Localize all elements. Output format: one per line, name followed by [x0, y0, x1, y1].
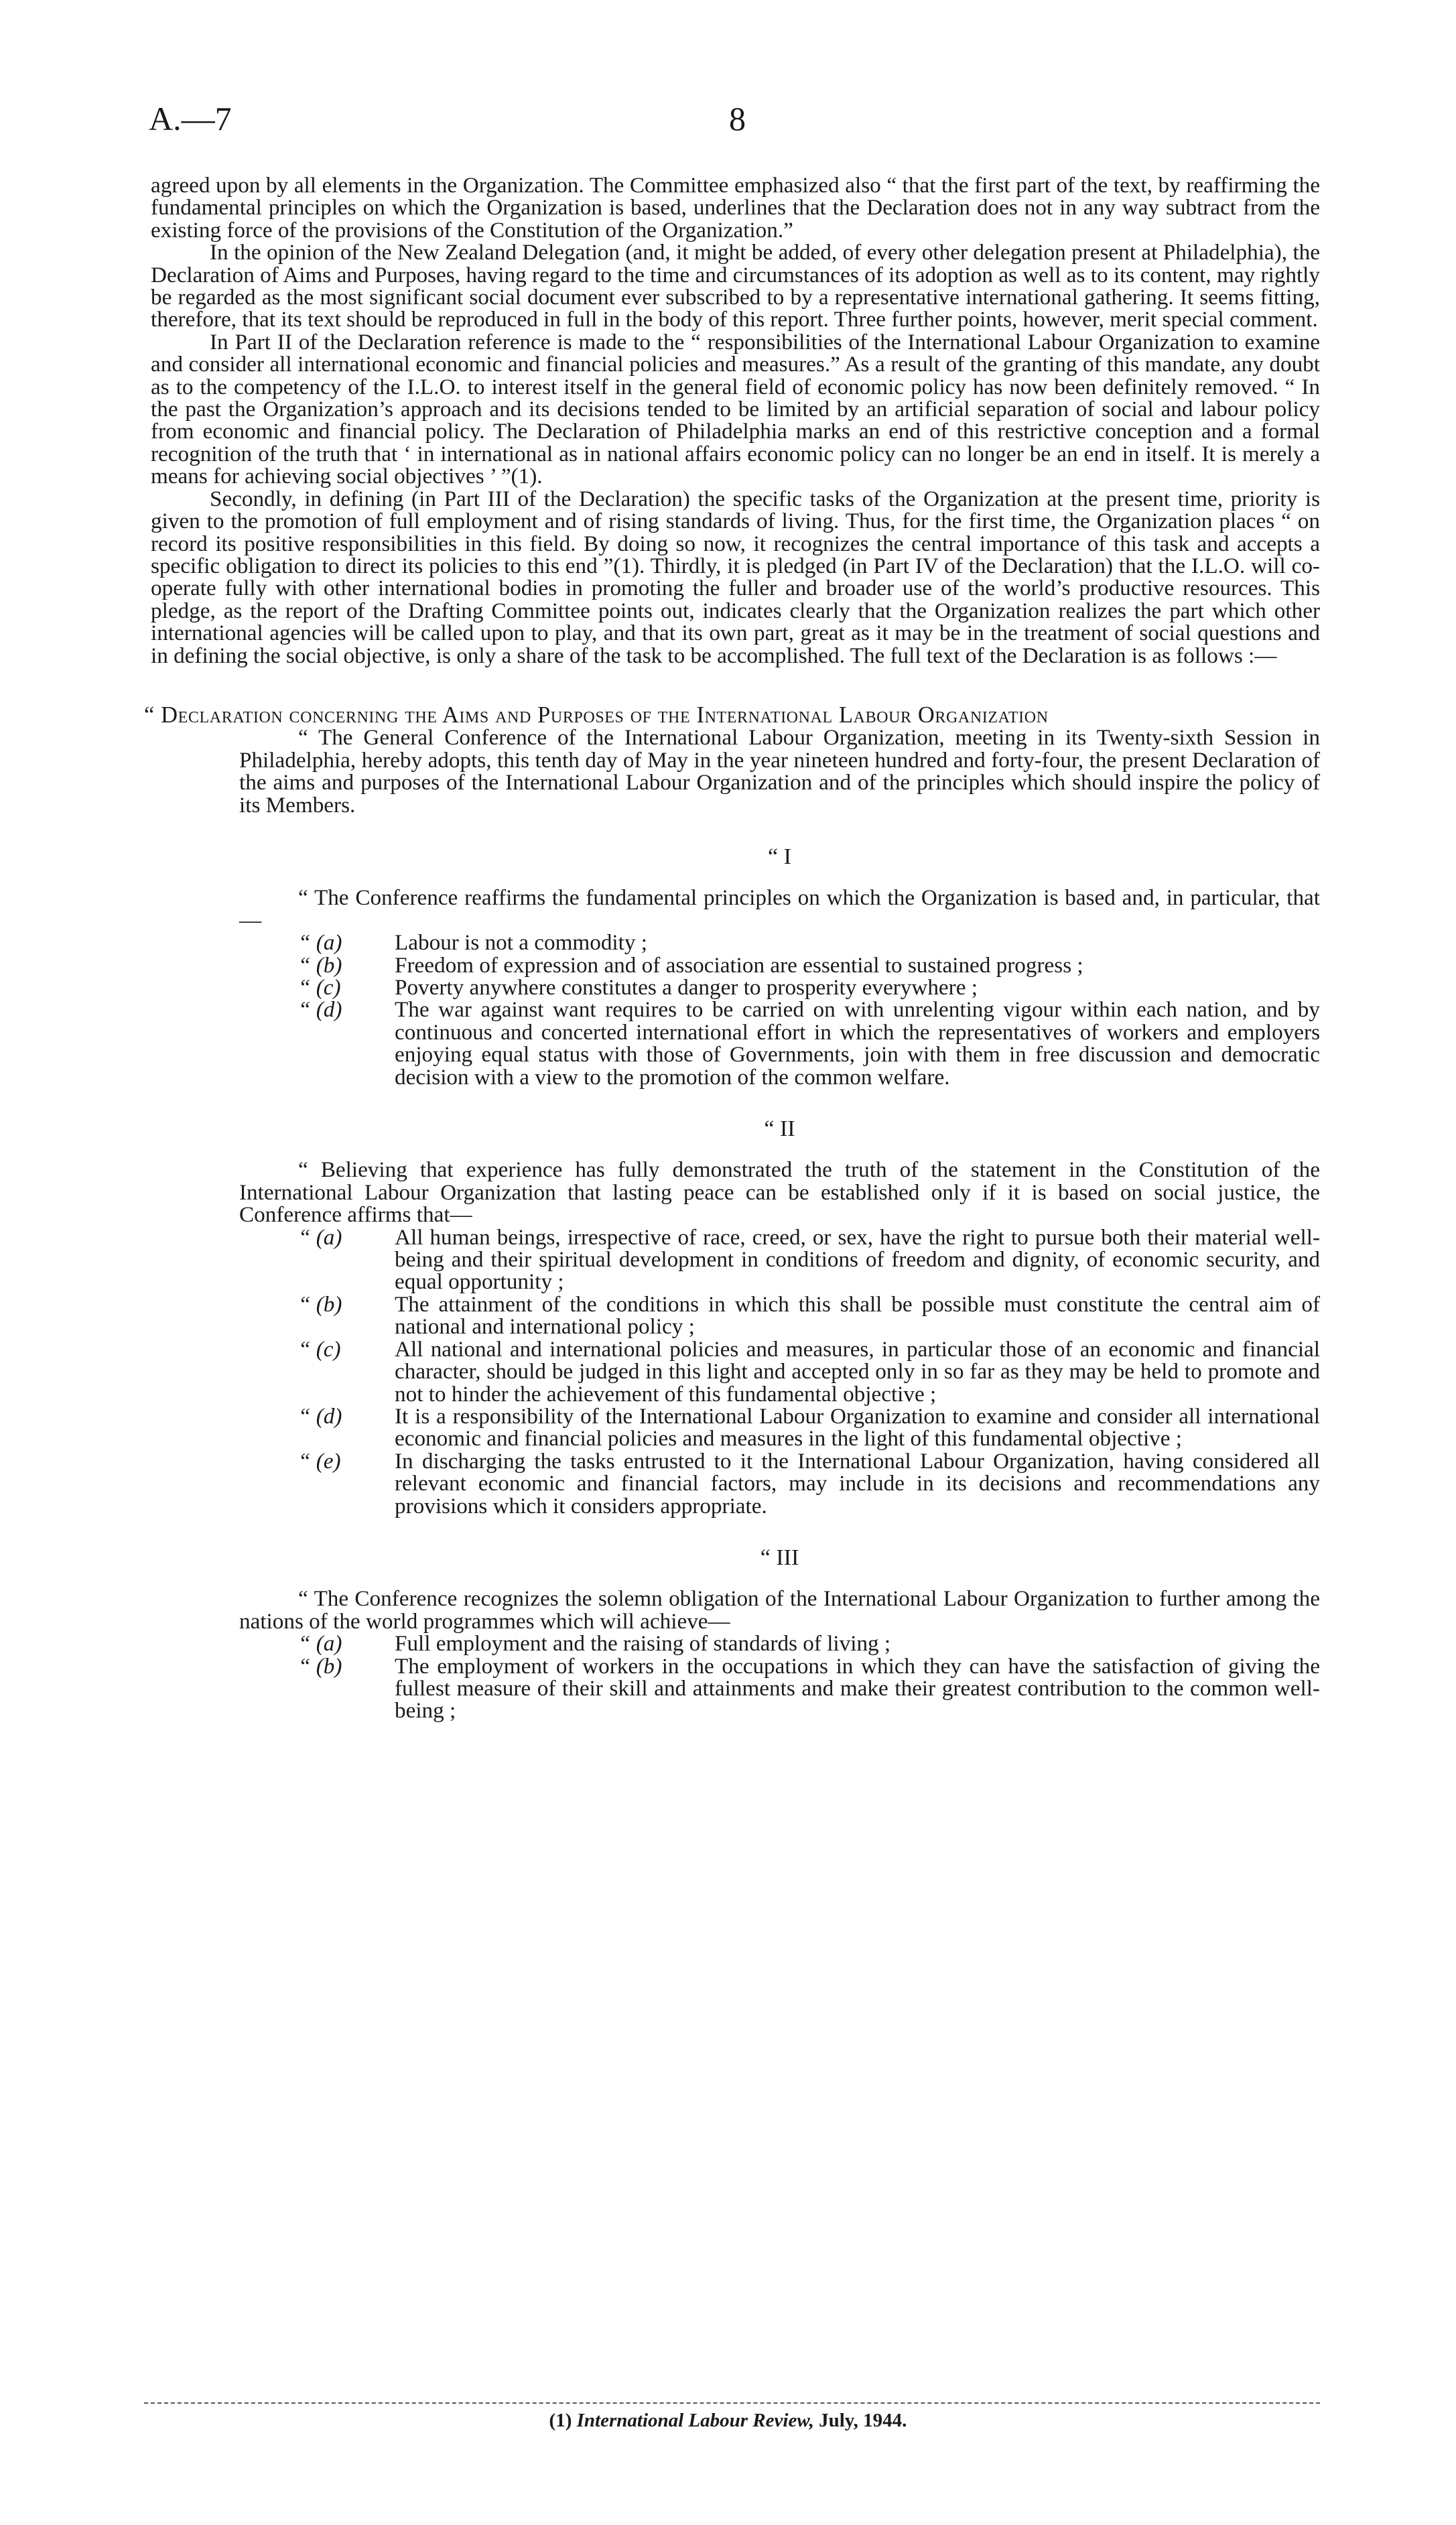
footnote-date: July, 1944. [819, 2410, 907, 2431]
footnote-divider [144, 2402, 1320, 2404]
report-body [144, 173, 1320, 1724]
item-text: Labour is not a commodity ; [395, 930, 647, 956]
page-number: 8 [729, 100, 746, 137]
part-heading: “ II [764, 1116, 795, 1142]
item-label: “ (b) [298, 952, 342, 978]
document-reference: A.—7 [149, 100, 232, 137]
paragraph: In Part II of the Declaration reference is made to the “ responsibilities of the International Labour Organization to examine and consider all international economic and financial policies and measures.” As a result of the granting of this mandate, any doubt as to the competency of the I.L.O. to interest itself in the general field of economic policy has now been definitely removed. “ In the past the Organization’s approach and its decisions tended to be limited by an artificial separation of social and labour policy from economic and financial policy. The Declaration of Philadelphia marks an end of this restrictive conception and a formal recognition of the truth that ‘ in international as in national affairs economic policy can no longer be an end in itself. It is merely a means for achieving social objectives ’ ”(1). [151, 329, 1320, 489]
item-text: All national and international policies and measures, in particular those of an economic and financial character, should be judged in this light and accepted only in so far as they may be held to promote and not to hinder the achievement of this fundamental objective ; [395, 1336, 1320, 1407]
item-label: “ (c) [298, 975, 341, 1000]
declaration-intro: “ The General Conference of the International Labour Organization, meeting in its Twenty-sixth Session in Philadelphia, hereby adopts, this tenth day of May in the year nineteen hundred and forty-four, the present Declaration of the aims and purposes of the International Labour Organization and of the principles which should inspire the policy of its Members. [239, 725, 1320, 818]
item-text: It is a responsibility of the International Labour Organization to examine and consider all international economic and financial policies and measures in the light of this fundamental objective ; [395, 1403, 1320, 1451]
paragraph: Secondly, in defining (in Part III of the Declaration) the specific tasks of the Organization at the present time, priority is given to the promotion of full employment and of rising standards of living. Thus, for the first time, the Organization places “ on record its positive responsibilities in this field. By doing so now, it recognizes the central importance of this task and accepts a specific obligation to direct its policies to this end ”(1). Thirdly, it is pledged (in Part IV of the Declaration) that the I.L.O. will co-operate fully with other international bodies in promoting the fuller and broader use of the world’s productive resources. This pledge, as the report of the Drafting Committee points out, indicates clearly that the Organization realizes the part which other international agencies will be called upon to play, and that its own part, great as it may be in the treatment of social questions and in defining the social objective, is only a share of the task to be accomplished. The full text of the Declaration is as follows :— [151, 486, 1320, 668]
item-text: Freedom of expression and of association are essential to sustained progress ; [395, 952, 1083, 978]
list-item [239, 1450, 1320, 1517]
list-item [239, 1293, 1320, 1338]
declaration-text [239, 726, 1320, 1722]
list-item [239, 1338, 1320, 1405]
item-text: The war against want requires to be carried on with unrelenting vigour within each nation, and by continuous and concerted international effort in which the representatives of workers and employers enjoying equal status with those of Governments, join with them in free discussion and democratic decision with a view to the promotion of the common welfare. [395, 997, 1320, 1090]
part-heading: “ I [768, 844, 791, 869]
item-label: “ (d) [298, 997, 342, 1023]
item-label: “ (c) [298, 1336, 341, 1362]
item-label: “ (a) [298, 930, 342, 956]
list-item [239, 998, 1320, 1088]
list-item [239, 954, 1320, 976]
part-heading: “ III [760, 1545, 799, 1570]
item-label: “ (b) [298, 1291, 342, 1317]
item-label: “ (d) [298, 1403, 342, 1429]
part-lead: “ The Conference recognizes the solemn obligation of the International Labour Organization to further among the nations of the world programmes which will achieve— [239, 1586, 1320, 1634]
item-text: Full employment and the raising of standards of living ; [395, 1631, 891, 1657]
footnote-marker: (1) [549, 2410, 572, 2431]
item-text: Poverty anywhere constitutes a danger to prosperity everywhere ; [395, 975, 978, 1000]
part-lead: “ Believing that experience has fully demonstrated the truth of the statement in the Constitution of the International Labour Organization that lasting peace can be established only if it is based on social justice, the Conference affirms that— [239, 1157, 1320, 1228]
declaration-title: “ Declaration concerning the Aims and Purposes of the International Labour Organization [144, 702, 1049, 728]
item-text: In discharging the tasks entrusted to it the International Labour Organization, having considered all relevant economic and financial factors, may include in its decisions and recommendations any provisions which it considers appropriate. [395, 1448, 1320, 1518]
list-item [239, 1632, 1320, 1655]
item-label: “ (e) [298, 1448, 341, 1474]
part-lead: “ The Conference reaffirms the fundamental principles on which the Organization is based and, in particular, that— [239, 885, 1320, 933]
list-item [239, 1226, 1320, 1293]
item-label: “ (b) [298, 1653, 342, 1679]
item-label: “ (a) [298, 1631, 342, 1657]
list-item [239, 931, 1320, 954]
paragraph: agreed upon by all elements in the Organization. The Committee emphasized also “ that the first part of the text, by reaffirming the fundamental principles on which the Organization is based, underlines that the Declaration does not in any way subtract from the existing force of the provisions of the Constitution of the Organization.” [151, 173, 1320, 243]
list-item [239, 1655, 1320, 1722]
item-text: The employment of workers in the occupations in which they can have the satisfaction of giving the fullest measure of their skill and attainments and make their greatest contribution to the common well-being ; [395, 1653, 1320, 1724]
list-item [239, 1405, 1320, 1450]
footnote-source: International Labour Review, [576, 2410, 814, 2431]
item-label: “ (a) [298, 1224, 342, 1250]
paragraph: In the opinion of the New Zealand Delegation (and, it might be added, of every other delegation present at Philadelphia), the Declaration of Aims and Purposes, having regard to the time and circumstances of its adoption as well as to its content, may rightly be regarded as the most significant social document ever subscribed to by a representative international gathering. It seems fitting, therefore, that its text should be reproduced in full in the body of this report. Three further points, however, merit special comment. [151, 240, 1320, 332]
item-text: All human beings, irrespective of race, creed, or sex, have the right to pursue both their material well-being and their spiritual development in conditions of freedom and dignity, of economic security, and equal opportunity ; [395, 1224, 1320, 1295]
item-text: The attainment of the conditions in which this shall be possible must constitute the central aim of national and international policy ; [395, 1291, 1320, 1340]
footnote [0, 2410, 1456, 2432]
list-item [239, 976, 1320, 998]
